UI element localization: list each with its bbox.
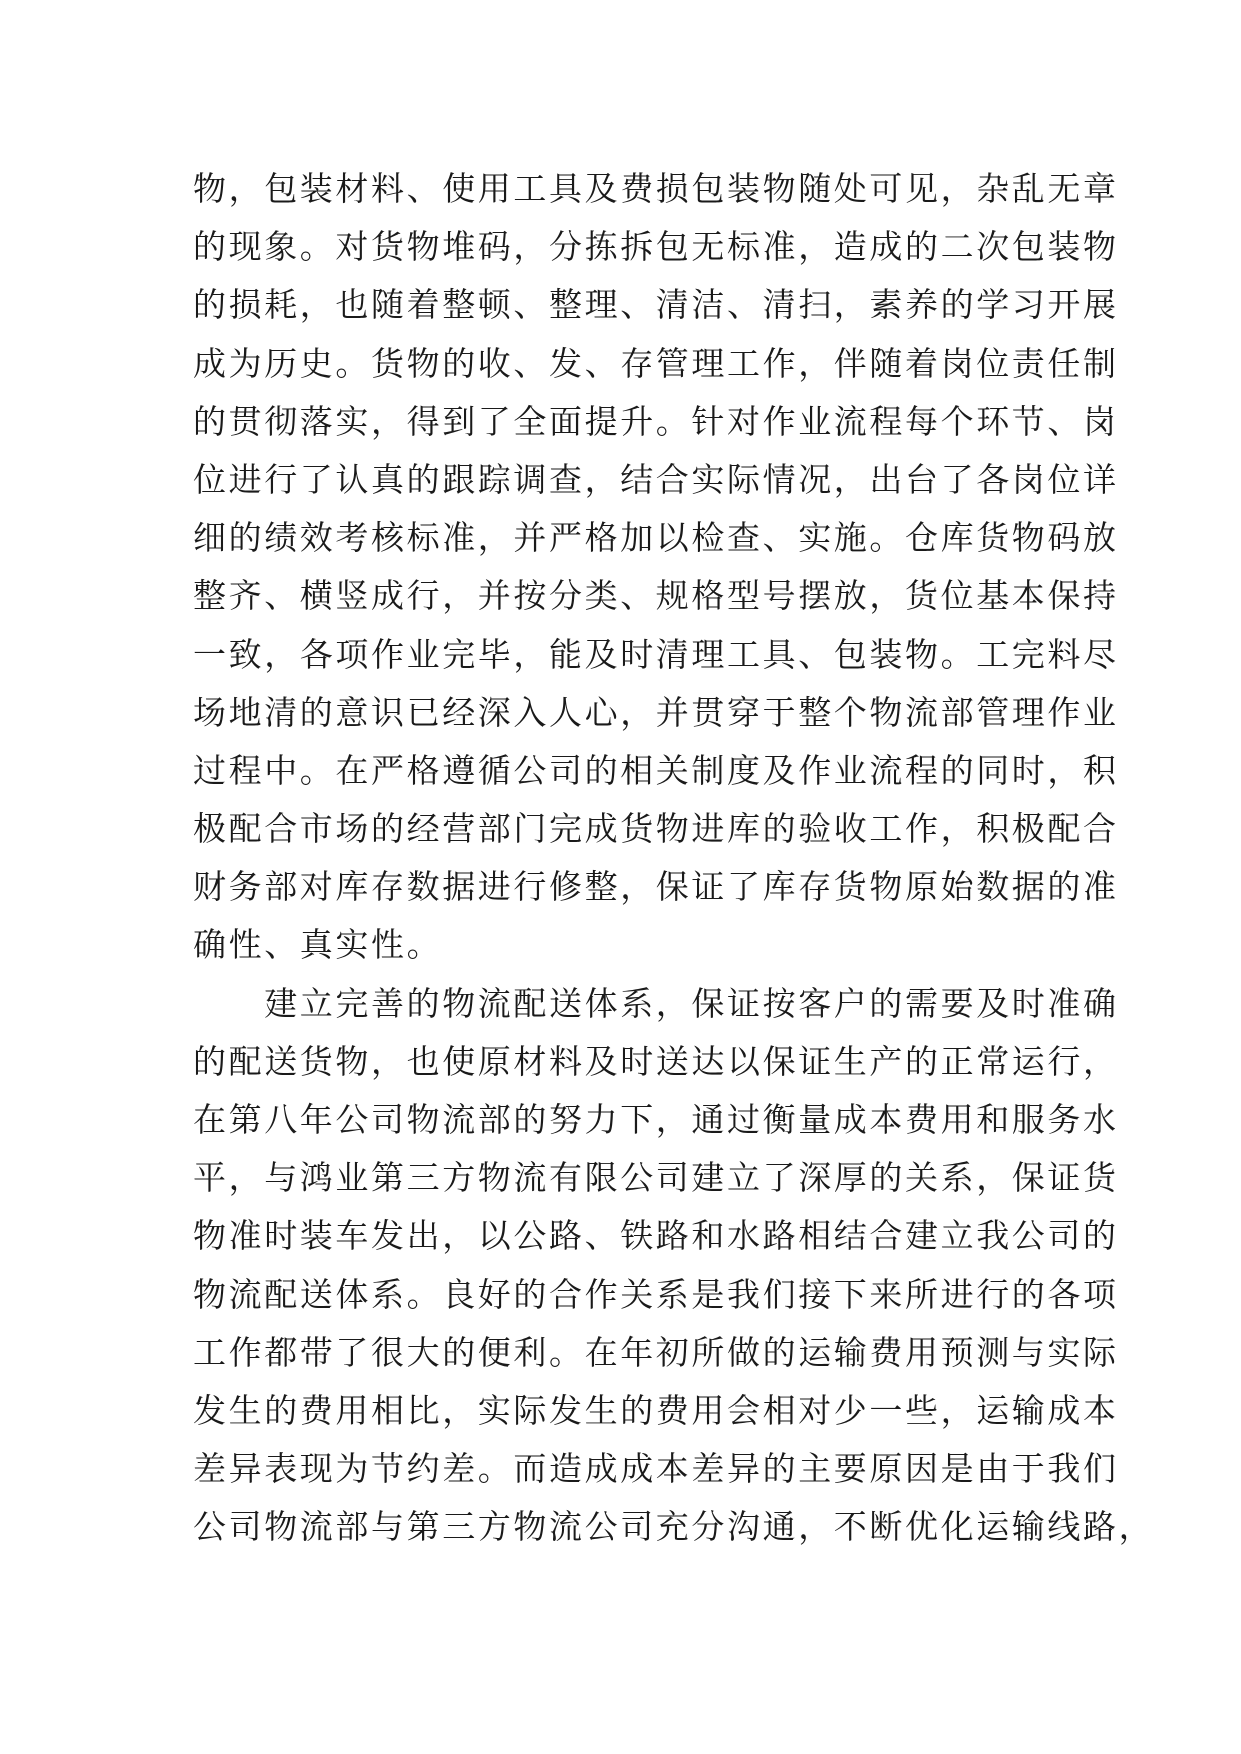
body-text — [193, 160, 1155, 1557]
text-line: 的贯彻落实，得到了全面提升。针对作业流程每个环节、岗 — [193, 401, 1119, 441]
text-line: 整齐、横竖成行，并按分类、规格型号摆放，货位基本保持 — [193, 576, 1119, 616]
text-line: 建立完善的物流配送体系，保证按客户的需要及时准确 — [193, 983, 1119, 1023]
text-line: 一致，各项作业完毕，能及时清理工具、包装物。工完料尽 — [193, 634, 1119, 674]
text-line: 位进行了认真的跟踪调查，结合实际情况，出台了各岗位详 — [193, 459, 1119, 499]
text-line: 发生的费用相比，实际发生的费用会相对少一些，运输成本 — [193, 1390, 1119, 1430]
text-line: 过程中。在严格遵循公司的相关制度及作业流程的同时，积 — [193, 750, 1119, 790]
text-line: 财务部对库存数据进行修整，保证了库存货物原始数据的准 — [193, 867, 1119, 907]
text-line: 平，与鸿业第三方物流有限公司建立了深厚的关系，保证货 — [193, 1158, 1119, 1198]
text-line: 细的绩效考核标准，并严格加以检查、实施。仓库货物码放 — [193, 518, 1119, 558]
text-line: 的现象。对货物堆码，分拣拆包无标准，造成的二次包装物 — [193, 227, 1119, 267]
text-line: 差异表现为节约差。而造成成本差异的主要原因是由于我们 — [193, 1449, 1119, 1489]
text-line: 工作都带了很大的便利。在年初所做的运输费用预测与实际 — [193, 1332, 1119, 1372]
text-line: 确性、真实性。 — [193, 925, 443, 965]
text-line: 极配合市场的经营部门完成货物进库的验收工作，积极配合 — [193, 809, 1119, 849]
text-line: 的配送货物，也使原材料及时送达以保证生产的正常运行， — [193, 1041, 1119, 1081]
text-line: 物流配送体系。良好的合作关系是我们接下来所进行的各项 — [193, 1274, 1119, 1314]
text-line: 物准时装车发出，以公路、铁路和水路相结合建立我公司的 — [193, 1216, 1119, 1256]
text-line: 物，包装材料、使用工具及费损包装物随处可见，杂乱无章 — [193, 169, 1119, 208]
text-line: 的损耗，也随着整顿、整理、清洁、清扫，素养的学习开展 — [193, 285, 1119, 325]
text-line: 场地清的意识已经深入人心，并贯穿于整个物流部管理作业 — [193, 692, 1119, 732]
text-line: 在第八年公司物流部的努力下，通过衡量成本费用和服务水 — [193, 1100, 1119, 1139]
text-line: 成为历史。货物的收、发、存管理工作，伴随着岗位责任制 — [193, 343, 1119, 383]
text-line: 公司物流部与第三方物流公司充分沟通，不断优化运输线路， — [193, 1507, 1155, 1547]
